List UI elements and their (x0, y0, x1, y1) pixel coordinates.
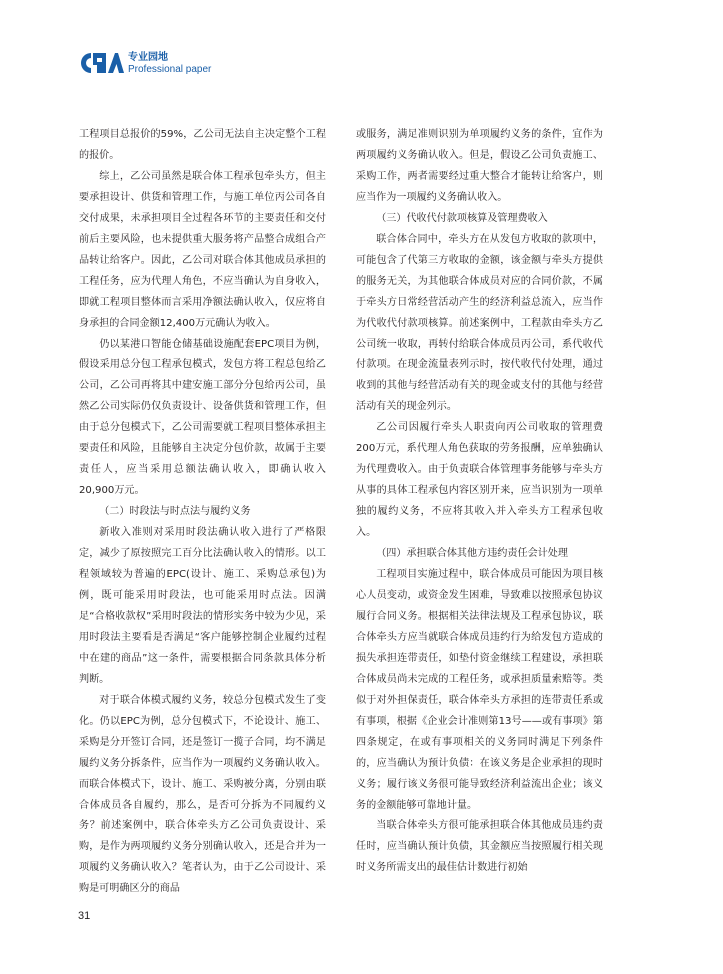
paragraph: 仍以某港口智能仓储基础设施配套EPC项目为例，假设采用总分包工程承包模式，发包方将工程总包给乙公司，乙公司再将其中建安施工部分分包给丙公司，虽然乙公司实际仍仅负责设计、设备供货和管理工作，但由于总分包模式下，乙公司需要就工程项目整体承担主要责任和风险，且能够自主决定分包价款，故属于主要责任人，应当采用总额法确认收入，即确认收入20,900万元。 (79, 338, 326, 497)
paragraph: 联合体合同中，牵头方在从发包方收取的款项中，可能包含了代第三方收取的金额，该金额与牵头方提供的服务无关，为其他联合体成员对应的合同价款，不属于牵头方日常经营活动产生的经济利益总流入，应当作为代收代付款项核算。前述案例中，工程款由牵头方乙公司统一收取，再转付给联合体成员丙公司，系代收代付款项。在现金流量表列示时，按代收代付处理，通过收到的其他与经营活动有关的现金或支付的其他与经营活动有关的现金列示。 (356, 233, 603, 413)
left-column (79, 125, 326, 900)
section-heading: （四）承担联合体其他方违约责任会计处理 (376, 548, 568, 560)
paragraph: 工程项目总报价的59%，乙公司无法自主决定整个工程的报价。 (79, 129, 326, 161)
cpa-magazine-logo-icon (78, 52, 124, 74)
paragraph: 或服务，满足准则识别为单项履约义务的条件，宜作为两项履约义务确认收入。但是，假设乙公司负责施工、采购工作，两者需要经过重大整合才能转让给客户，则应当作为一项履约义务确认收入。 (356, 129, 603, 203)
paragraph: 对于联合体模式履约义务，较总分包模式发生了变化。仍以EPC为例，总分包模式下，不论设计、施工、采购是分开签订合同，还是签订一揽子合同，均不满足履约义务分拆条件，应当作为一项履约义务确认收入。而联合体模式下，设计、施工、采购被分离，分别由联合体成员各自履约，那么，是否可分拆为不同履约义务？前述案例中，联合体牵头方乙公司负责设计、采购，是作为两项履约义务分别确认收入，还是合并为一项履约义务确认收入？笔者认为，由于乙公司设计、采购是可明确区分的商品 (79, 694, 326, 895)
paragraph: 工程项目实施过程中，联合体成员可能因为项目核心人员变动，或资金发生困难，导致难以按照承包协议履行合同义务。根据相关法律法规及工程承包协议，联合体牵头方应当就联合体成员违约行为给发包方造成的损失承担连带责任，如垫付资金继续工程建设，承担联合体成员尚未完成的工程任务，或承担质量索赔等。类似于对外担保责任，联合体牵头方承担的连带责任系或有事项，根据《企业会计准则第13号——或有事项》第四条规定，在或有事项相关的义务同时满足下列条件的，应当确认为预计负债：在该义务是企业承担的现时义务；履行该义务很可能导致经济利益流出企业；该义务的金额能够可靠地计量。 (356, 569, 603, 811)
section-heading: （三）代收代付款项核算及管理费收入 (376, 212, 548, 224)
section-label (128, 52, 211, 76)
page-number: 31 (78, 910, 91, 922)
section-title-cn: 专业园地 (128, 52, 168, 63)
section-title-en: Professional paper (128, 64, 212, 75)
paragraph: 乙公司因履行牵头人职责向丙公司收取的管理费200万元，系代理人角色获取的劳务报酬，应单独确认为代理费收入。由于负责联合体管理事务能够与牵头方从事的具体工程承包内容区别开来，应当识别为一项单独的履约义务，不应将其收入并入牵头方工程承包收入。 (356, 422, 603, 539)
paragraph: 新收入准则对采用时段法确认收入进行了严格限定，减少了原按照完工百分比法确认收入的情形。以工程领域较为普遍的EPC(设计、施工、采购总承包)为例，既可能采用时段法，也可能采用时点法。因满足“合格收款权”采用时段法的情形实务中较为少见，采用时段法主要看是否满足“客户能够控制企业履约过程中在建的商品”这一条件，需要根据合同条款具体分析判断。 (79, 527, 326, 685)
right-column (356, 125, 603, 879)
section-heading: （二）时段法与时点法与履约义务 (99, 506, 251, 518)
paragraph: 当联合体牵头方很可能承担联合体其他成员违约责任时，应当确认预计负债，其金额应当按照履行相关现时义务所需支出的最佳估计数进行初始 (356, 820, 603, 874)
paragraph: 综上，乙公司虽然是联合体工程承包牵头方，但主要承担设计、供货和管理工作，与施工单位丙公司各自交付成果，未承担项目全过程各环节的主要责任和交付前后主要风险，也未提供重大服务将产品整合成组合产品转让给客户。因此，乙公司对联合体其他成员承担的工程任务，应为代理人角色，不应当确认为自身收入，即就工程项目整体而言采用净额法确认收入，仅应将自身承担的合同金额12,400万元确认为收入。 (79, 170, 326, 329)
